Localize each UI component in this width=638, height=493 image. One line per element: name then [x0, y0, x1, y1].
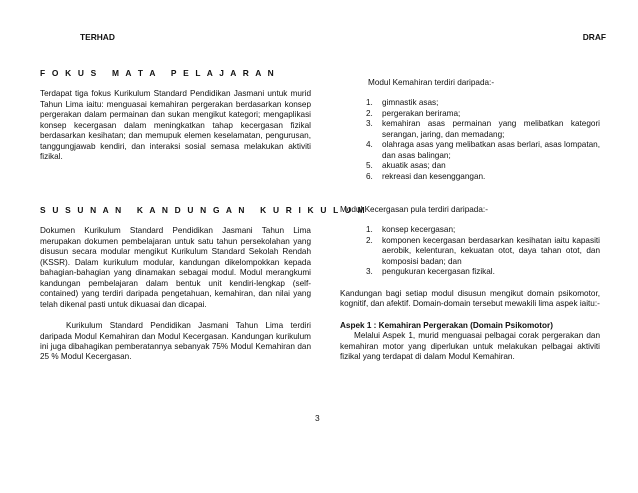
list-item: 6. rekreasi dan kesenggangan. [366, 171, 486, 181]
paragraph-modul-kemahiran-intro: Modul Kemahiran terdiri daripada:- [368, 78, 495, 87]
list-item: 4. olahraga asas yang melibatkan asas berlari, asas lompatan, dan asas balingan; [366, 140, 601, 160]
list-modul-kemahiran [340, 98, 600, 182]
paragraph-aspek-1: Melalui Aspek 1, murid menguasai pelbagai corak pergerakan dan kemahiran motor yang diperlukan untuk melakukan pelbagai aktiviti fizikal yang terdapat di dalam Modul Kemahiran. [340, 331, 600, 361]
right-column-kecergasan [340, 205, 600, 362]
paragraph-fokus: Terdapat tiga fokus Kurikulum Standard Pendidikan Jasmani untuk murid Tahun Lima iaitu: menguasai kemahiran pergerakan berdasarkan konsep pergerakan dalam permainan dan sukan mengikut kategori; mengaplikasi konsep kecergasan dalam meningkatkan tahap kecergasan fizikal berdasarkan kesihatan; dan memupuk elemen keselamatan, pengurusan, tanggungjawab kendiri, dan interaksi sosial semasa melakukan aktiviti fizikal. [40, 89, 311, 162]
list-item: 1. konsep kecergasan; [366, 225, 456, 235]
paragraph-kurikulum: Kurikulum Standard Pendidikan Jasmani Tahun Lima terdiri daripada Modul Kemahiran dan Modul Kecergasan. Kandungan kurikulum ini juga dibahagikan pemberatannya sebanyak 75% Modul Kemahiran dan 25 % Modul Kecergasan. [40, 321, 311, 362]
list-item: 5. akuatik asas; dan [366, 161, 446, 171]
paragraph-modul-kecergasan-intro: Modul Kecergasan pula terdiri daripada:- [340, 205, 488, 214]
list-item: 2. pergerakan berirama; [366, 108, 461, 118]
right-column [340, 78, 600, 182]
left-column [40, 68, 311, 163]
list-item: 2. komponen kecergasan berdasarkan kesihatan iaitu kapasiti aerobik, kelenturan, kekuatan otot, daya tahan otot, dan komposisi badan; dan [366, 235, 600, 266]
list-modul-kecergasan [340, 225, 600, 277]
paragraph-susunan: Dokumen Kurikulum Standard Pendidikan Jasmani Tahun Lima merupakan dokumen pembelajaran untuk satu tahun persekolahan yang disusun secara modular mengikut Kurikulum Standard Sekolah Rendah (KSSR). Dalam kurikulum modular, kandungan dikelompokkan kepada bahagian-bahagian yang dinamakan sebagai modul. Modul merangkumi kandungan pembelajaran dalam bentuk unit kendiri-lengkap (self-contained) yang terdiri daripada pengetahuan, kemahiran, dan nilai yang telah dikenal pasti untuk dikuasai dan dicapai. [40, 226, 311, 309]
header-label-right: DRAF [582, 32, 606, 42]
aspect-heading: Aspek 1 : Kemahiran Pergerakan (Domain Psikomotor) [340, 320, 553, 330]
list-item: 3. kemahiran asas permainan yang melibatkan kategori serangan, jaring, dan memadang; [366, 119, 600, 139]
page-number: 3 [315, 413, 320, 423]
header-label-left: TERHAD [80, 32, 115, 42]
list-item: 1. gimnastik asas; [366, 98, 439, 108]
list-item: 3. pengukuran kecergasan fizikal. [366, 267, 495, 277]
left-column-susunan [40, 205, 367, 363]
section-heading-fokus: F O K U S M A T A P E L A J A R A N [40, 68, 276, 78]
section-heading-susunan: S U S U N A N K A N D U N G A N K U R I K U L U M [40, 205, 367, 215]
paragraph-kandungan-modul: Kandungan bagi setiap modul disusun mengikut domain psikomotor, kognitif, dan afektif. Domain-domain tersebut mewakili lima aspek iaitu:- [340, 288, 600, 309]
